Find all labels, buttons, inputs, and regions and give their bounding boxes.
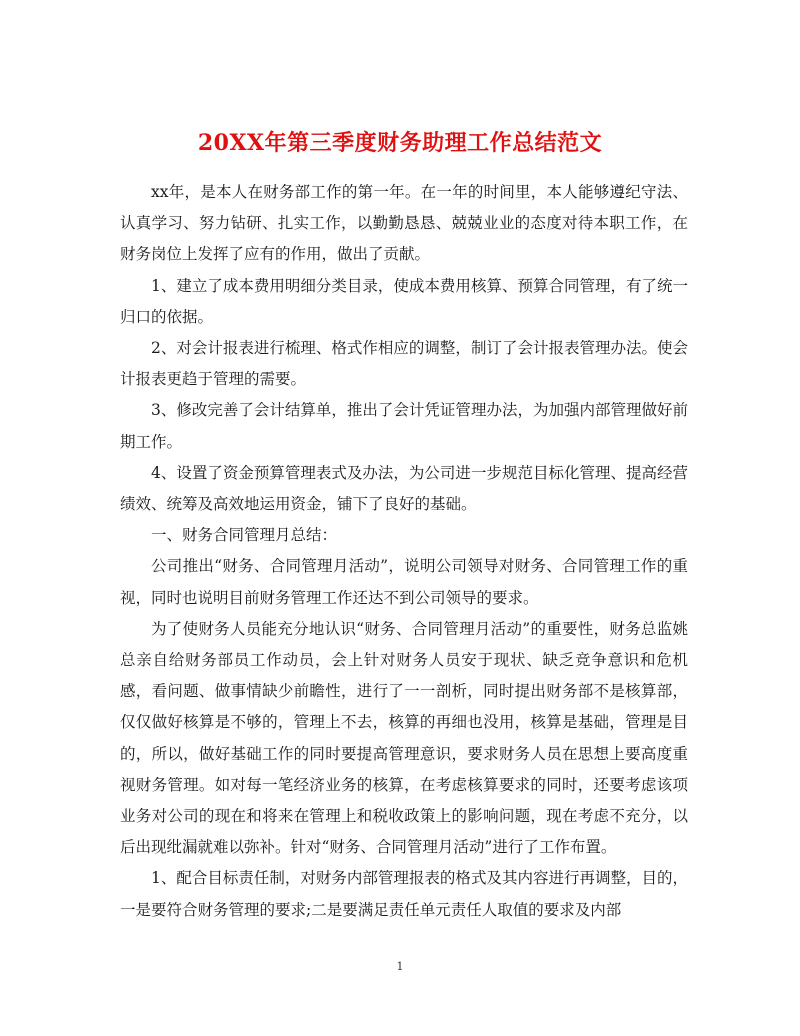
paragraph-item-4: 4、设置了资金预算管理表式及办法，为公司进一步规范目标化管理、提高经营绩效、统筹及高效地运用资金，铺下了良好的基础。 xyxy=(120,463,688,514)
paragraph-mobilization: 为了使财务人员能充分地认识“财务、合同管理月活动”的重要性，财务总监姚总亲自给财务部员工作动员，会上针对财务人员安于现状、缺乏竞争意识和危机感，看问题、做事情缺少前瞻性，进行了一一剖析，同时提出财务部不是核算部，仅仅做好核算是不够的，管理上不去，核算的再细也没用，核算是基础，管理是目的，所以，做好基础工作的同时要提高管理意识，要求财务人员在思想上要高度重视财务管理。如对每一笔经济业务的核算，在考虑核算要求的同时，还要考虑该项业务对公司的现在和将来在管理上和税收政策上的影响问题，现在考虑不充分，以后出现纰漏就难以弥补。针对“财务、合同管理月活动”进行了工作布置。 xyxy=(120,619,688,857)
document-body xyxy=(120,177,688,926)
page-number: 1 xyxy=(396,960,404,973)
paragraph-item-1: 1、建立了成本费用明细分类目录，使成本费用核算、预算合同管理，有了统一归口的依据。 xyxy=(120,276,688,326)
paragraph-intro: xx年，是本人在财务部工作的第一年。在一年的时间里，本人能够遵纪守法、认真学习、努力钻研、扎实工作，以勤勤恳恳、兢兢业业的态度对待本职工作，在财务岗位上发挥了应有的作用，做出了贡献。 xyxy=(120,183,688,264)
paragraph-activity-launch: 公司推出“财务、合同管理月活动”，说明公司领导对财务、合同管理工作的重视，同时也说明目前财务管理工作还达不到公司领导的要求。 xyxy=(120,557,688,607)
paragraph-item-2: 2、对会计报表进行梳理、格式作相应的调整，制订了会计报表管理办法。使会计报表更趋于管理的需要。 xyxy=(120,339,688,389)
document-title: 20XX年第三季度财务助理工作总结范文 xyxy=(197,129,603,156)
paragraph-target-responsibility: 1、配合目标责任制，对财务内部管理报表的格式及其内容进行再调整，目的，一是要符合财务管理的要求;二是要满足责任单元责任人取值的要求及内部 xyxy=(120,869,688,919)
paragraph-item-3: 3、修改完善了会计结算单，推出了会计凭证管理办法，为加强内部管理做好前期工作。 xyxy=(120,401,688,451)
section-heading-contract-management: 一、财务合同管理月总结： xyxy=(151,526,338,545)
